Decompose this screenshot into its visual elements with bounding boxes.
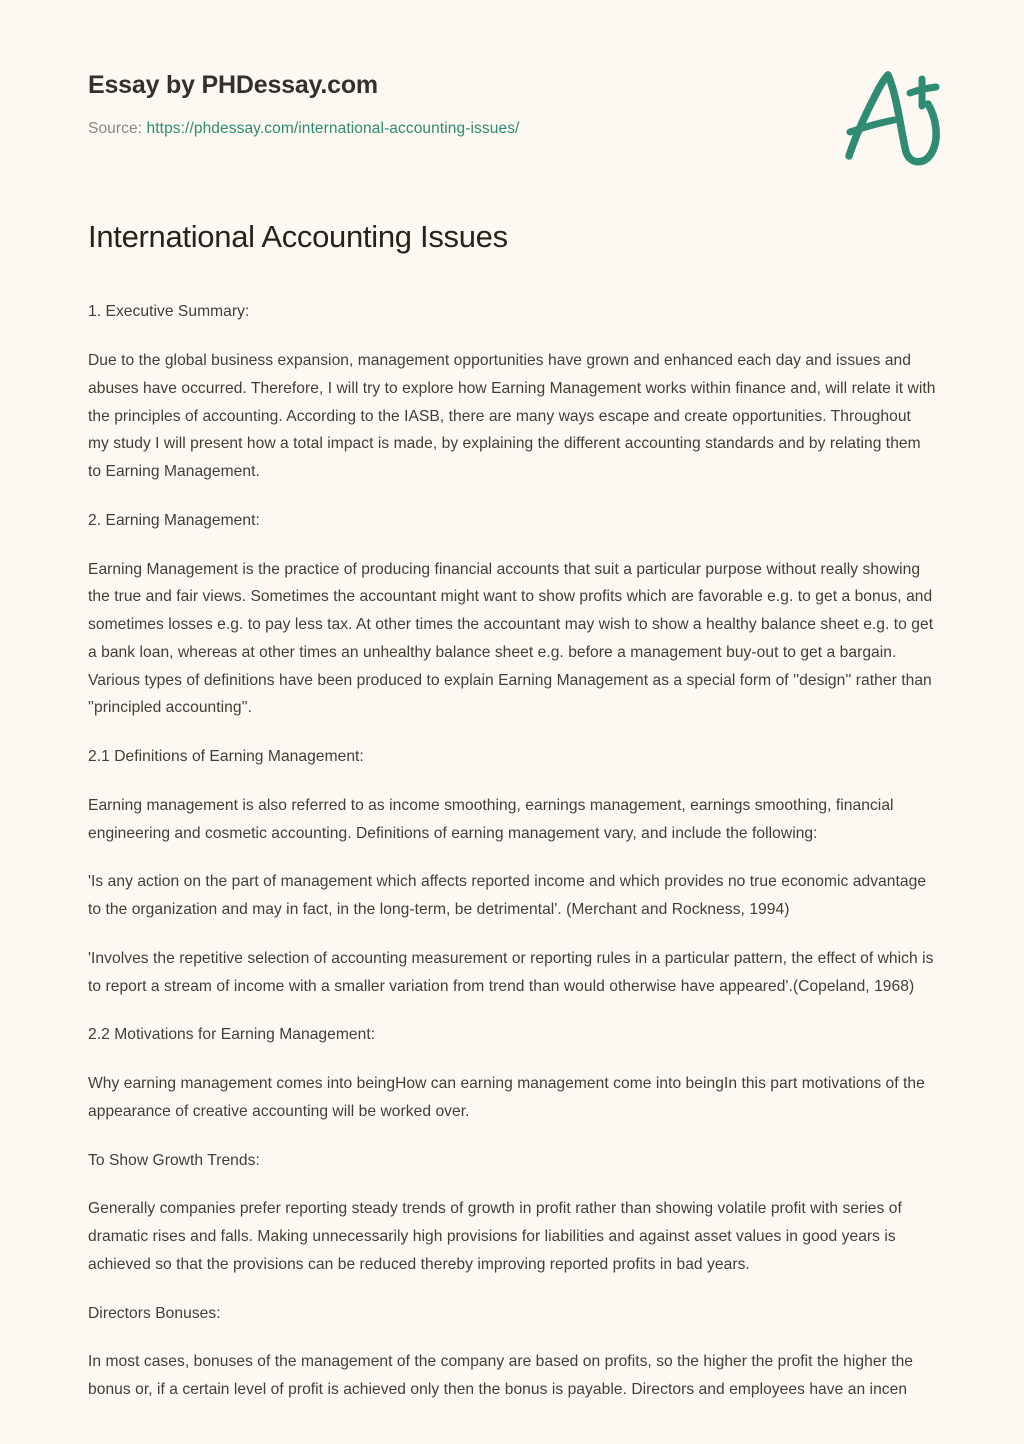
paragraph: Earning management is also referred to as income smoothing, earnings management, earnings smoothing, financial engineering and cosmetic accounting. Definitions of earning management vary, and include the following: — [88, 796, 894, 842]
document-body — [0, 218, 1024, 1444]
brand-title: Essay by PHDessay.com — [88, 71, 378, 99]
aplus-logo-icon — [832, 62, 952, 167]
paragraph: Earning Management is the practice of producing financial accounts that suit a particular purpose without really showing the true and fair views. Sometimes the accountant might want to show profits which are favorable e.g. to get a bonus, and sometimes losses e.g. to pay less tax. At other times the accountant may wish to show a healthy balance sheet e.g. to get a bank loan, whereas at other times an unhealthy balance sheet e.g. before a management buy-out to get a bargain. Various types of definitions have been produced to explain Earning Management as a special form of ''design'' rather than ''principled accounting''. — [88, 560, 934, 717]
page-header — [0, 0, 1024, 140]
page-title: International Accounting Issues — [88, 218, 508, 254]
paragraph: Why earning management comes into beingHow can earning management come into beingIn this part motivations of the appearance of creative accounting will be worked over. — [88, 1075, 925, 1120]
paragraph: 1. Executive Summary: — [88, 303, 250, 321]
paragraph: 'Is any action on the part of management which affects reported income and which provides no true economic advantage to the organization and may in fact, in the long-term, be detrimental'. (Merchant and Rockness, 1994) — [88, 873, 927, 919]
paragraph: In most cases, bonuses of the management of the company are based on profits, so the higher the profit the higher the bonus or, if a certain level of profit is achieved only then the bonus is payable. Directors and employees have an incen — [88, 1353, 914, 1399]
paragraph: Generally companies prefer reporting steady trends of growth in profit rather than showing volatile profit with series of dramatic rises and falls. Making unnecessarily high provisions for liabilities and against asset values in good years is achieved so that the provisions can be reduced thereby improving reported profits in bad years. — [88, 1200, 902, 1273]
source-label: Source: — [88, 120, 143, 137]
paragraph: 2. Earning Management: — [88, 511, 260, 529]
source-url-link[interactable]: https://phdessay.com/international-accounting-issues/ — [146, 120, 520, 137]
essay-content — [88, 298, 936, 1404]
paragraph: 2.2 Motivations for Earning Management: — [88, 1026, 376, 1044]
paragraph: 'Involves the repetitive selection of accounting measurement or reporting rules in a particular pattern, the effect of which is to report a stream of income with a smaller variation from trend than would otherwise have appeared'.(Copeland, 1968) — [88, 949, 934, 995]
source-line — [88, 118, 936, 140]
paragraph: Directors Bonuses: — [88, 1304, 221, 1322]
paragraph: 2.1 Definitions of Earning Management: — [88, 748, 364, 766]
paragraph: To Show Growth Trends: — [88, 1151, 260, 1169]
paragraph: Due to the global business expansion, management opportunities have grown and enhanced each day and issues and abuses have occurred. Therefore, I will try to explore how Earning Management works within finance and, will relate it with the principles of accounting. According to the IASB, there are many ways escape and create opportunities. Throughout my study I will present how a total impact is made, by explaining the different accounting standards and by relating them to Earning Management. — [88, 352, 936, 481]
